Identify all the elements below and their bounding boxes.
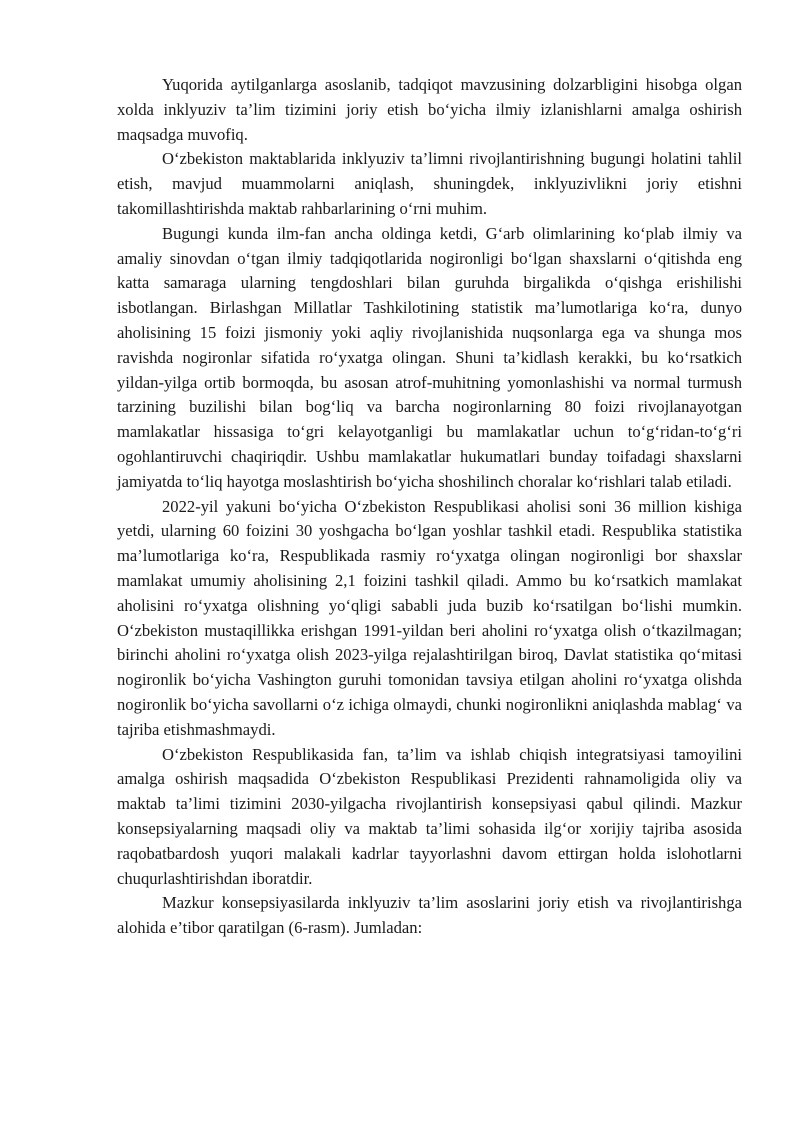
paragraph: Mazkur konsepsiyasilarda inklyuziv ta’lim asoslarini joriy etish va rivojlantirishga alohida e’tibor qaratilgan (6-rasm). Jumladan: xyxy=(117,893,742,938)
document-page xyxy=(117,73,742,941)
paragraph: 2022-yil yakuni bo‘yicha O‘zbekiston Respublikasi aholisi soni 36 million kishiga yetdi, ularning 60 foizini 30 yoshgacha bo‘lgan yoshlar tashkil etadi. Respublika statistika ma’lumotlariga ko‘ra, Respublikada rasmiy ro‘yxatga olingan nogironligi bor shaxslar mamlakat umumiy aholisining 2,1 foizini tashkil qiladi. Ammo bu ko‘rsatkich mamlakat aholisini ro‘yxatga olishning yo‘qligi sababli juda buzib ko‘rsatilgan bo‘lishi mumkin. O‘zbekiston mustaqillikka erishgan 1991-yildan beri aholini ro‘yxatga olish o‘tkazilmagan; birinchi aholini ro‘yxatga olish 2023-yilga rejalashtirilgan biroq, Davlat statistika qo‘mitasi nogironlik bo‘yicha Vashington guruhi tomonidan tavsiya etilgan aholini ro‘yxatga olishda nogironlik bo‘yicha savollarni o‘z ichiga olmaydi, chunki nogironlikni aniqlashda mablag‘ va tajriba etishmashmaydi. xyxy=(117,496,742,739)
paragraph: O‘zbekiston Respublikasida fan, ta’lim va ishlab chiqish integratsiyasi tamoyilini amalga oshirish maqsadida O‘zbekiston Respublikasi Prezidenti rahnamoligida oliy va maktab ta’limi tizimini 2030-yilgacha rivojlantirish konsepsiyasi qabul qilindi. Mazkur konsepsiyalarning maqsadi oliy va maktab ta’limi sohasida ilg‘or xorijiy tajriba asosida raqobatbardosh yuqori malakali kadrlar tayyorlashni davom ettirgan holda islohotlarni chuqurlashtirishdan iboratdir. xyxy=(117,744,742,888)
paragraph: O‘zbekiston maktablarida inklyuziv ta’limni rivojlantirishning bugungi holatini tahlil etish, mavjud muammolarni aniqlash, shuningdek, inklyuzivlikni joriy etishni takomillashtirishda maktab rahbarlarining o‘rni muhim. xyxy=(117,149,742,218)
paragraph: Yuqorida aytilganlarga asoslanib, tadqiqot mavzusining dolzarbligini hisobga olgan xolda inklyuziv ta’lim tizimini joriy etish bo‘yicha ilmiy izlanishlarni amalga oshirish maqsadga muvofiq. xyxy=(117,75,742,144)
paragraph: Bugungi kunda ilm-fan ancha oldinga ketdi, G‘arb olimlarining ko‘plab ilmiy va amaliy sinovdan o‘tgan ilmiy tadqiqotlarida nogironligi bo‘lgan shaxslarni o‘qitishda eng katta samaraga ularning tengdoshlari bilan guruhda birgalikda o‘qishga erishilishi isbotlangan. Birlashgan Millatlar Tashkilotining statistik ma’lumotlariga ko‘ra, dunyo aholisining 15 foizi jismoniy yoki aqliy rivojlanishida nuqsonlarga ega va shunga mos ravishda nogironlar sifatida ro‘yxatga olingan. Shuni ta’kidlash kerakki, bu ko‘rsatkich yildan-yilga ortib bormoqda, bu asosan atrof-muhitning yomonlashishi va normal turmush tarzining buzilishi bilan bog‘liq va barcha nogironlarning 80 foizi rivojlanayotgan mamlakatlar hissasiga to‘gri kelayotganligi bu mamlakatlar uchun to‘g‘ridan-to‘g‘ri ogohlantiruvchi chaqiriqdir. Ushbu mamlakatlar hukumatlari bunday toifadagi shaxslarni jamiyatda to‘liq hayotga moslashtirish bo‘yicha shoshilinch choralar ko‘rishlari talab etiladi. xyxy=(117,223,742,491)
